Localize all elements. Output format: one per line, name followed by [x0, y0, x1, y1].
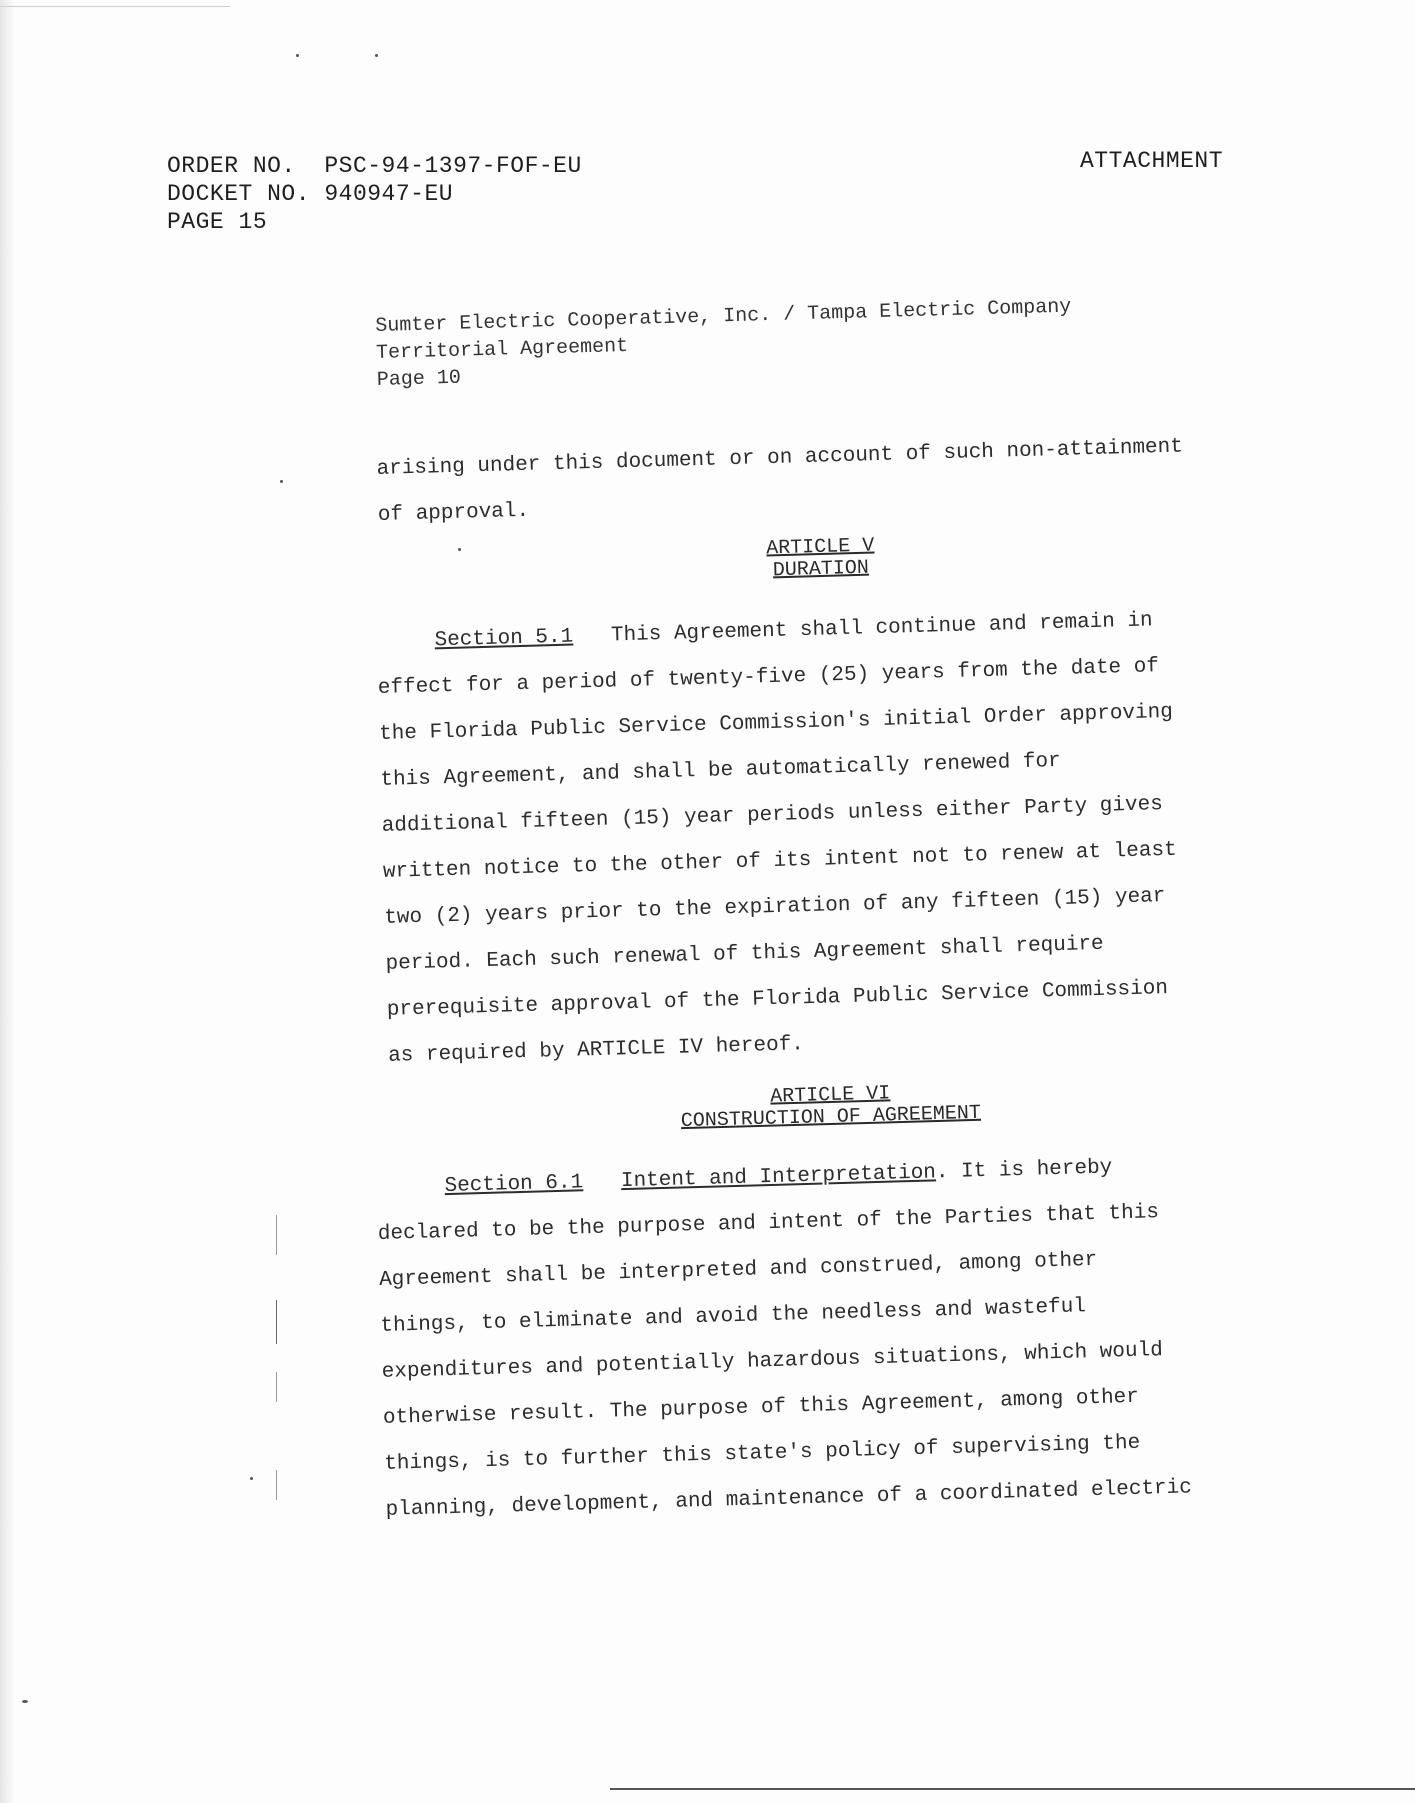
scan-edge-shadow — [0, 0, 14, 1803]
section-5-1-paragraph — [376, 595, 1269, 1079]
body-line: Agreement shall be interpreted and construed, among other — [378, 1248, 1098, 1292]
body-line: this Agreement, and shall be automatically renewed for — [380, 749, 1062, 792]
article-5-heading — [620, 531, 1021, 586]
section-5-1-label: Section 5.1 — [434, 625, 574, 653]
body-line: declared to be the purpose and intent of the Parties that this — [377, 1201, 1160, 1246]
agreement-sub-header — [375, 294, 1073, 394]
docket-number-row — [167, 180, 582, 208]
body-line: two (2) years prior to the expiration of any fifteen (15) year — [384, 885, 1166, 930]
section-6-1-first-line: . It is hereby — [935, 1156, 1113, 1185]
body-line: written notice to the other of its intent not to renew at least — [382, 838, 1177, 884]
article-6-title: ARTICLE VI — [769, 1082, 891, 1109]
body-line: the Florida Public Service Commission's initial Order approving — [378, 700, 1174, 746]
scan-speck — [22, 1700, 28, 1703]
order-number-value: PSC-94-1397-FOF-EU — [324, 153, 582, 179]
scan-margin-mark — [276, 1300, 277, 1344]
scan-speck — [375, 54, 378, 57]
scan-speck — [458, 548, 461, 551]
body-line: planning, development, and maintenance of a coordinated electric — [385, 1476, 1193, 1522]
order-header — [167, 152, 582, 236]
scan-margin-mark — [276, 1470, 277, 1500]
body-line: effect for a period of twenty-five (25) years from the date of — [377, 655, 1160, 700]
agreement-parties: Sumter Electric Cooperative, Inc. / Tampa Electric Company — [375, 295, 1072, 338]
scan-bottom-line — [610, 1788, 1415, 1790]
body-line: prerequisite approval of the Florida Public Service Commission — [386, 977, 1169, 1022]
body-line: period. Each such renewal of this Agreement shall require — [385, 932, 1104, 976]
scan-top-line — [0, 6, 230, 7]
article-6-heading — [620, 1079, 1041, 1135]
docket-number-value: 940947-EU — [324, 181, 454, 207]
attachment-label: ATTACHMENT — [1080, 148, 1224, 174]
docket-number-label: DOCKET NO. — [167, 181, 311, 207]
body-line: as required by ARTICLE IV hereof. — [387, 1033, 805, 1068]
scan-margin-mark — [276, 1372, 277, 1402]
section-6-1-title: Intent and Interpretation — [620, 1161, 937, 1194]
scan-speck — [280, 480, 283, 483]
order-number-label: ORDER NO. — [167, 153, 296, 179]
scan-speck — [250, 1477, 253, 1480]
body-line: things, is to further this state's policy of supervising the — [384, 1431, 1141, 1476]
order-number-row — [167, 152, 582, 180]
body-line: expenditures and potentially hazardous situations, which would — [381, 1339, 1164, 1384]
page-number: PAGE 15 — [167, 209, 268, 235]
body-line: otherwise result. The purpose of this Agreement, among other — [382, 1385, 1140, 1430]
body-line: things, to eliminate and avoid the needless and wasteful — [380, 1295, 1087, 1338]
scan-speck — [296, 54, 299, 57]
article-5-subtitle: DURATION — [772, 556, 870, 583]
section-6-1-label: Section 6.1 — [444, 1171, 584, 1199]
body-line: additional fifteen (15) year periods unless either Party gives — [381, 793, 1164, 838]
intro-paragraph — [376, 422, 1258, 539]
body-line: arising under this document or on account of such non-attainment — [376, 435, 1184, 481]
section-5-1-first-line: This Agreement shall continue and remain in — [610, 609, 1153, 648]
article-6-subtitle: CONSTRUCTION OF AGREEMENT — [680, 1101, 982, 1134]
agreement-title: Territorial Agreement — [375, 334, 629, 365]
agreement-page: Page 10 — [376, 366, 462, 392]
article-5-title: ARTICLE V — [765, 534, 875, 561]
body-line: of approval. — [377, 499, 530, 527]
scan-margin-mark — [276, 1215, 277, 1255]
section-6-1-paragraph — [376, 1141, 1266, 1533]
